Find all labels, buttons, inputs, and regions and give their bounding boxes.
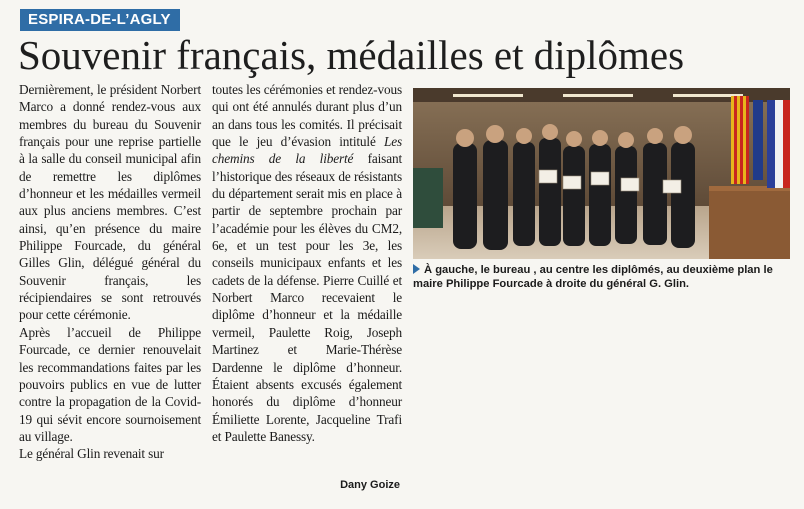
paragraph-2: Après l’accueil de Philippe Fourcade, ce dernier renouvelait les recommandations faites par les pouvoirs publics en vue de lutter contre la propagation de la Covid-19 qui sévit encore sournoisement au village. xyxy=(19,324,201,444)
game-title: Les chemins de la liberté xyxy=(212,134,402,167)
article-headline: Souvenir français, médailles et diplômes xyxy=(18,32,685,78)
section-kicker: ESPIRA-DE-L’AGLY xyxy=(20,9,180,31)
caption-text: À gauche, le bureau , au centre les diplômés, au deuxième plan le maire Philippe Fourcade à droite du général G. Glin. xyxy=(413,264,773,290)
paragraph-4-text-b: faisant l’historique des réseaux de résistants du département serait mis en place à partir de septembre prochain par l’académie pour les élèves du CM2, 6e, et un test pour les 3e, les conseils municipaux enfants et les cadets de la défense. Pierre Cuillé et Norbert Marco recevaient le diplôme d’honneur et la médaille vermeil, Paulette Roig, Joseph Martinez et Marie-Thérèse Dardenne le diplôme d’honneur. Étaient absents excusés également honorés du diplôme d’honneur Émiliette Lorente, Jacqueline Trafi et Paulette Banessy. xyxy=(212,151,403,444)
paragraph-4 xyxy=(212,81,402,445)
article-column-1 xyxy=(19,81,201,463)
author-byline: Dany Goize xyxy=(340,479,400,491)
caption-marker-icon xyxy=(413,264,420,274)
paragraph-1: Dernièrement, le président Norbert Marco a donné rendez-vous aux membres du bureau du Souvenir français pour une reprise partielle à la salle du conseil municipal afin de remettre les diplômes d’honneur et les médailles vermeil aux plus anciens membres. C’est ainsi, qu’en présence du maire Philippe Fourcade, du général Gilles Glin, délégué général du Souvenir français, les récipiendaires se sont retrouvés pour cette cérémonie. xyxy=(19,82,201,323)
paragraph-4-text-a: toutes les cérémonies et rendez-vous qui ont été annulés durant plus d’un an dans tous les comités. Il précisait que le jeu d’évasion intitulé xyxy=(212,82,402,150)
ceremony-photo xyxy=(413,88,790,259)
article-column-2 xyxy=(212,81,402,445)
photo-caption xyxy=(413,263,791,291)
paragraph-3: Le général Glin revenait sur xyxy=(19,446,164,462)
